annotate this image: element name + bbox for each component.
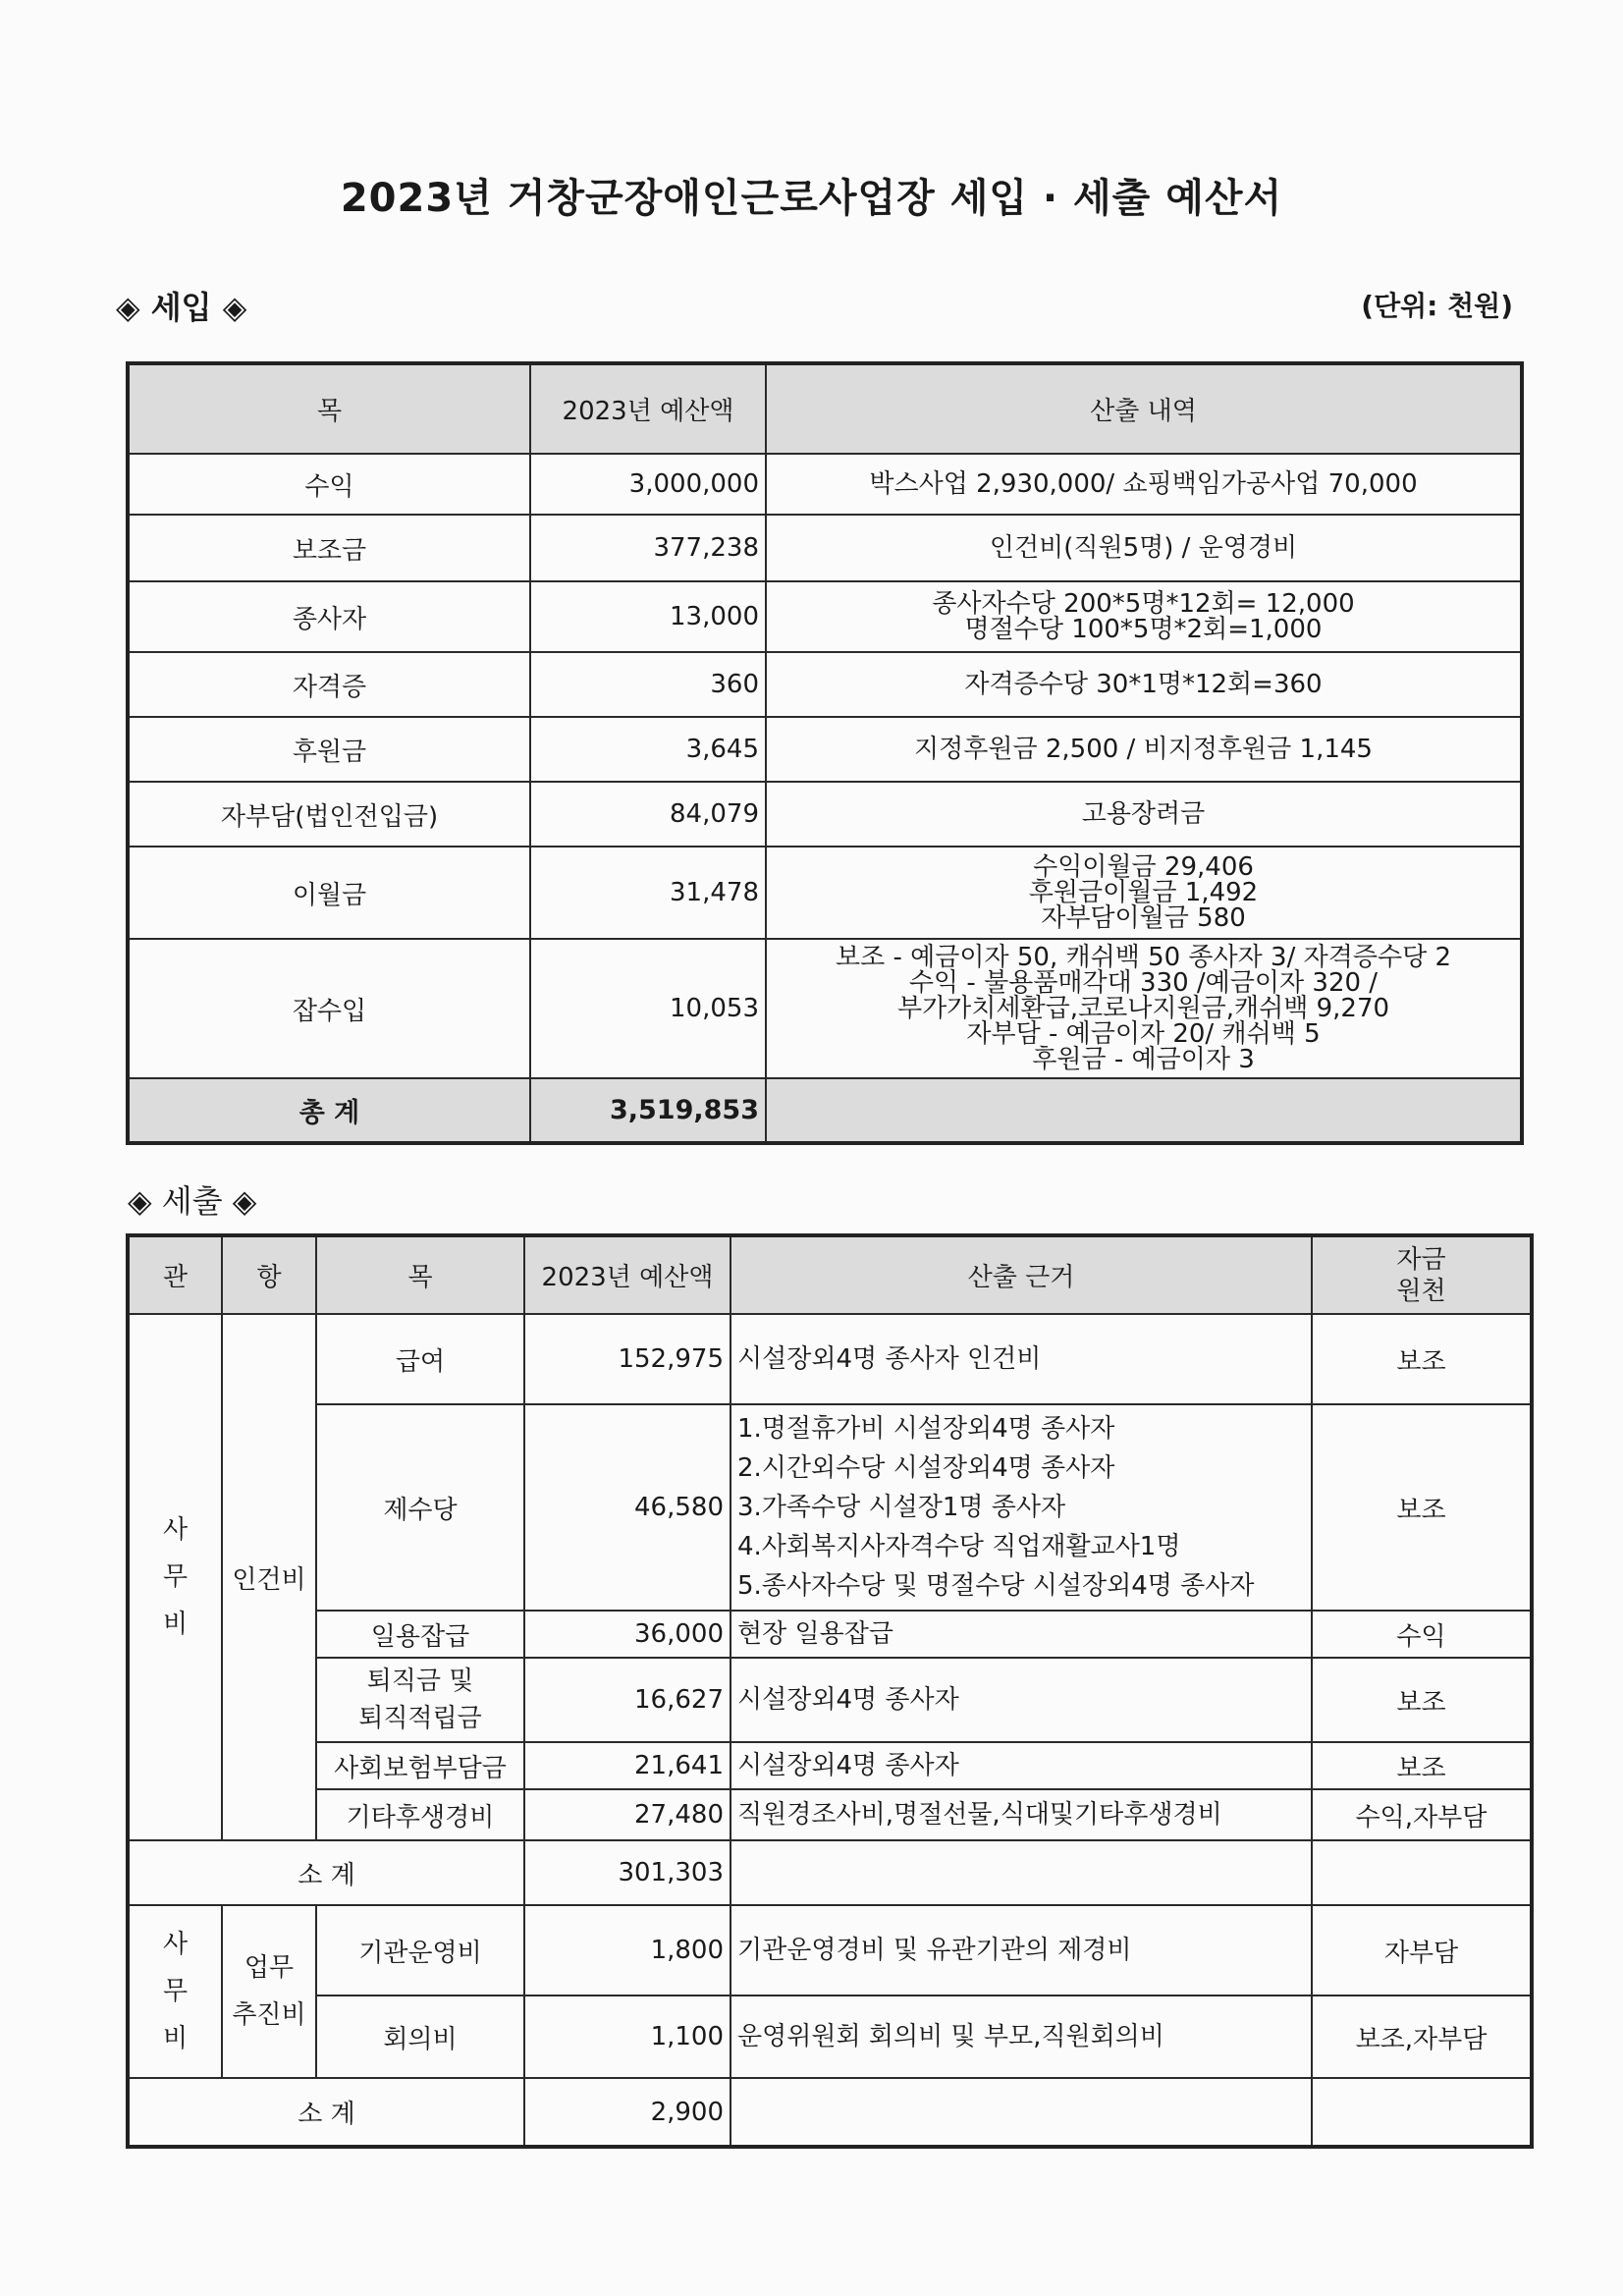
expense-heading: ◈ 세출 ◈: [128, 1182, 257, 1220]
table-row: [128, 454, 1522, 515]
expense-amount: 27,480: [524, 1789, 730, 1840]
income-heading: ◈ 세입 ◈: [116, 289, 247, 326]
expense-basis: 기관운영경비 및 유관기관의 제경비: [730, 1905, 1312, 1995]
hang-cell: 인건비: [222, 1314, 316, 1840]
income-amount: 84,079: [530, 782, 766, 847]
table-row: [128, 652, 1522, 717]
income-item: 자부담(법인전입금): [128, 782, 530, 847]
expense-amount: 1,100: [524, 1995, 730, 2078]
income-item: 보조금: [128, 515, 530, 581]
expense-basis: 1.명절휴가비 시설장외4명 종사자 2.시간외수당 시설장외4명 종사자 3.가족수당 시설장1명 종사자 4.사회복지사자격수당 직업재활교사1명 5.종사자수당 및 명절수당 시설장외4명 종사자: [730, 1404, 1312, 1611]
gwan-cell: 사 무 비: [128, 1314, 222, 1840]
income-amount: 360: [530, 652, 766, 717]
table-row: [128, 847, 1522, 939]
expense-source: 수익: [1312, 1611, 1532, 1658]
expense-source: 보조: [1312, 1404, 1532, 1611]
income-total-detail: [766, 1078, 1522, 1143]
expense-item: 사회보험부담금: [316, 1742, 524, 1789]
header-detail: 산출 내역: [766, 363, 1522, 454]
income-detail: 수익이월금 29,406 후원금이월금 1,492 자부담이월금 580: [766, 847, 1522, 939]
subtotal-label: 소 계: [128, 1840, 524, 1905]
table-row: [128, 1995, 1532, 2078]
income-detail: 자격증수당 30*1명*12회=360: [766, 652, 1522, 717]
table-row: [128, 782, 1522, 847]
header-basis: 산출 근거: [730, 1235, 1312, 1314]
subtotal-basis: [730, 2078, 1312, 2147]
table-row: [128, 1611, 1532, 1658]
subtotal-source: [1312, 2078, 1532, 2147]
expense-item: 기관운영비: [316, 1905, 524, 1995]
table-row: [128, 939, 1522, 1078]
subtotal-label: 소 계: [128, 2078, 524, 2147]
table-row: [128, 1905, 1532, 1995]
income-item: 후원금: [128, 717, 530, 782]
income-detail: 지정후원금 2,500 / 비지정후원금 1,145: [766, 717, 1522, 782]
income-amount: 3,000,000: [530, 454, 766, 515]
table-row: [128, 581, 1522, 652]
income-detail: 종사자수당 200*5명*12회= 12,000 명절수당 100*5명*2회=1,000: [766, 581, 1522, 652]
expense-item: 일용잡급: [316, 1611, 524, 1658]
income-item: 종사자: [128, 581, 530, 652]
expense-amount: 21,641: [524, 1742, 730, 1789]
header-source: 자금 원천: [1312, 1235, 1532, 1314]
header-mok: 목: [316, 1235, 524, 1314]
header-item: 목: [128, 363, 530, 454]
expense-source: 보조: [1312, 1314, 1532, 1404]
income-total-label: 총 계: [128, 1078, 530, 1143]
expense-source: 보조: [1312, 1742, 1532, 1789]
table-row: [128, 717, 1522, 782]
expense-table: [126, 1233, 1534, 2149]
expense-basis: 현장 일용잡급: [730, 1611, 1312, 1658]
expense-item: 퇴직금 및 퇴직적립금: [316, 1658, 524, 1742]
expense-amount: 1,800: [524, 1905, 730, 1995]
expense-amount: 152,975: [524, 1314, 730, 1404]
expense-amount: 36,000: [524, 1611, 730, 1658]
income-item: 수익: [128, 454, 530, 515]
expense-item: 제수당: [316, 1404, 524, 1611]
table-row: [128, 515, 1522, 581]
income-table: [126, 361, 1524, 1145]
header-amount: 2023년 예산액: [524, 1235, 730, 1314]
income-item: 이월금: [128, 847, 530, 939]
income-detail: 인건비(직원5명) / 운영경비: [766, 515, 1522, 581]
income-total-amount: 3,519,853: [530, 1078, 766, 1143]
expense-item: 기타후생경비: [316, 1789, 524, 1840]
header-gwan: 관: [128, 1235, 222, 1314]
expense-source: 수익,자부담: [1312, 1789, 1532, 1840]
expense-basis: 시설장외4명 종사자: [730, 1658, 1312, 1742]
expense-item: 회의비: [316, 1995, 524, 2078]
subtotal-row: [128, 2078, 1532, 2147]
table-row: [128, 1404, 1532, 1611]
expense-source: 보조,자부담: [1312, 1995, 1532, 2078]
table-row: [128, 1789, 1532, 1840]
gwan-cell: 사 무 비: [128, 1905, 222, 2078]
header-hang: 항: [222, 1235, 316, 1314]
unit-label: (단위: 천원): [1361, 290, 1513, 322]
subtotal-basis: [730, 1840, 1312, 1905]
expense-basis: 시설장외4명 종사자 인건비: [730, 1314, 1312, 1404]
income-amount: 31,478: [530, 847, 766, 939]
income-detail: 보조 - 예금이자 50, 캐쉬백 50 종사자 3/ 자격증수당 2 수익 - 불용품매각대 330 /예금이자 320 / 부가가치세환급,코로나지원금,캐쉬백 9,270 자부담 - 예금이자 20/ 캐쉬백 5 후원금 - 예금이자 3: [766, 939, 1522, 1078]
subtotal-amount: 2,900: [524, 2078, 730, 2147]
income-amount: 377,238: [530, 515, 766, 581]
expense-amount: 16,627: [524, 1658, 730, 1742]
income-amount: 3,645: [530, 717, 766, 782]
income-amount: 13,000: [530, 581, 766, 652]
expense-header-row: [128, 1235, 1532, 1314]
income-detail: 박스사업 2,930,000/ 쇼핑백임가공사업 70,000: [766, 454, 1522, 515]
header-amount: 2023년 예산액: [530, 363, 766, 454]
income-header-row: [128, 363, 1522, 454]
income-total-row: [128, 1078, 1522, 1143]
income-item: 자격증: [128, 652, 530, 717]
table-row: [128, 1658, 1532, 1742]
expense-basis: 직원경조사비,명절선물,식대및기타후생경비: [730, 1789, 1312, 1840]
expense-basis: 시설장외4명 종사자: [730, 1742, 1312, 1789]
expense-item: 급여: [316, 1314, 524, 1404]
expense-basis: 운영위원회 회의비 및 부모,직원회의비: [730, 1995, 1312, 2078]
subtotal-row: [128, 1840, 1532, 1905]
table-row: [128, 1314, 1532, 1404]
income-amount: 10,053: [530, 939, 766, 1078]
expense-source: 보조: [1312, 1658, 1532, 1742]
hang-cell: 업무 추진비: [222, 1905, 316, 2078]
income-detail: 고용장려금: [766, 782, 1522, 847]
page-title: 2023년 거창군장애인근로사업장 세입 · 세출 예산서: [340, 176, 1283, 221]
income-item: 잡수입: [128, 939, 530, 1078]
table-row: [128, 1742, 1532, 1789]
expense-source: 자부담: [1312, 1905, 1532, 1995]
subtotal-amount: 301,303: [524, 1840, 730, 1905]
subtotal-source: [1312, 1840, 1532, 1905]
expense-amount: 46,580: [524, 1404, 730, 1611]
